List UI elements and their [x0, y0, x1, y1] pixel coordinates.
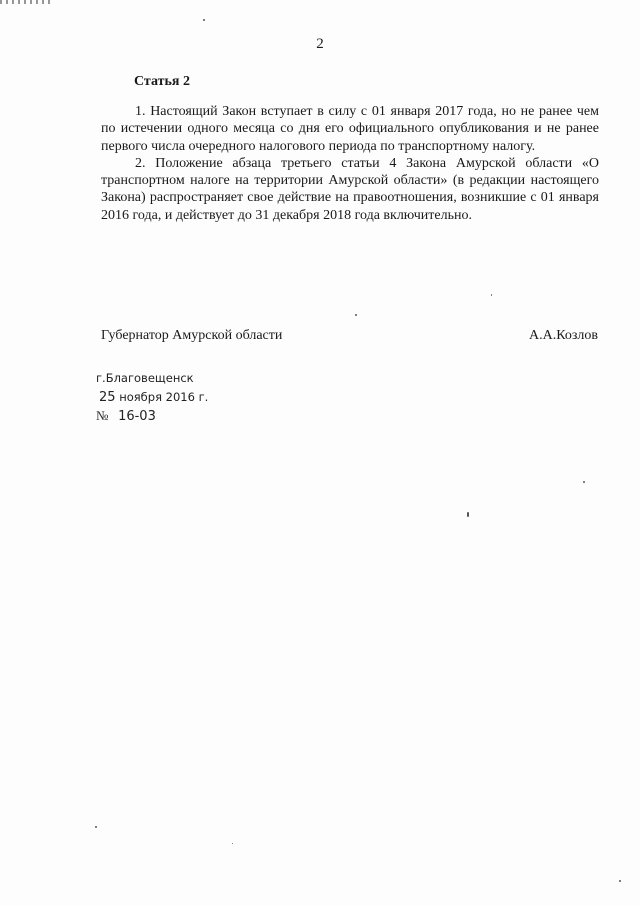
article-title: Статья 2: [134, 74, 190, 89]
stamp-city: г.Благовещенск: [96, 371, 194, 385]
stamp-date: [99, 390, 208, 405]
scan-speck: [203, 19, 205, 21]
scan-speck: [467, 512, 469, 517]
article-body: [101, 103, 599, 224]
stamp-number-value: 16-03: [118, 409, 156, 424]
scan-speck: [583, 481, 585, 483]
scan-speck: [95, 826, 97, 828]
article-paragraph-1: 1. Настоящий Закон вступает в силу с 01 января 2017 года, но не ранее чем по истечении одного месяца со дня его официального опубликования и не ранее первого числа очередного налогового периода по транспортному налогу.: [101, 104, 599, 154]
scan-speck: [232, 843, 233, 844]
signatory-position: Губернатор Амурской области: [101, 328, 283, 343]
signatory-name: А.А.Козлов: [529, 328, 598, 343]
stamp-number: [96, 408, 156, 424]
scan-speck: [491, 294, 492, 296]
number-sign: №: [96, 408, 109, 423]
page-number: 2: [316, 36, 324, 52]
stamp-month: ноября: [119, 390, 162, 404]
article-paragraph-2: 2. Положение абзаца третьего статьи 4 Закона Амурской области «О транспортном налоге на территории Амурской области» (в редакции настоящего Закона) распространяет свое действие на правоотношения, возникшие с 01 января 2016 года, и действует до 31 декабря 2018 года включительно.: [101, 155, 599, 223]
scan-artifact: [0, 0, 54, 4]
scan-speck: [619, 880, 621, 882]
scan-speck: [355, 314, 357, 316]
stamp-day: 25: [99, 390, 116, 405]
stamp-year: 2016 г.: [165, 390, 209, 404]
